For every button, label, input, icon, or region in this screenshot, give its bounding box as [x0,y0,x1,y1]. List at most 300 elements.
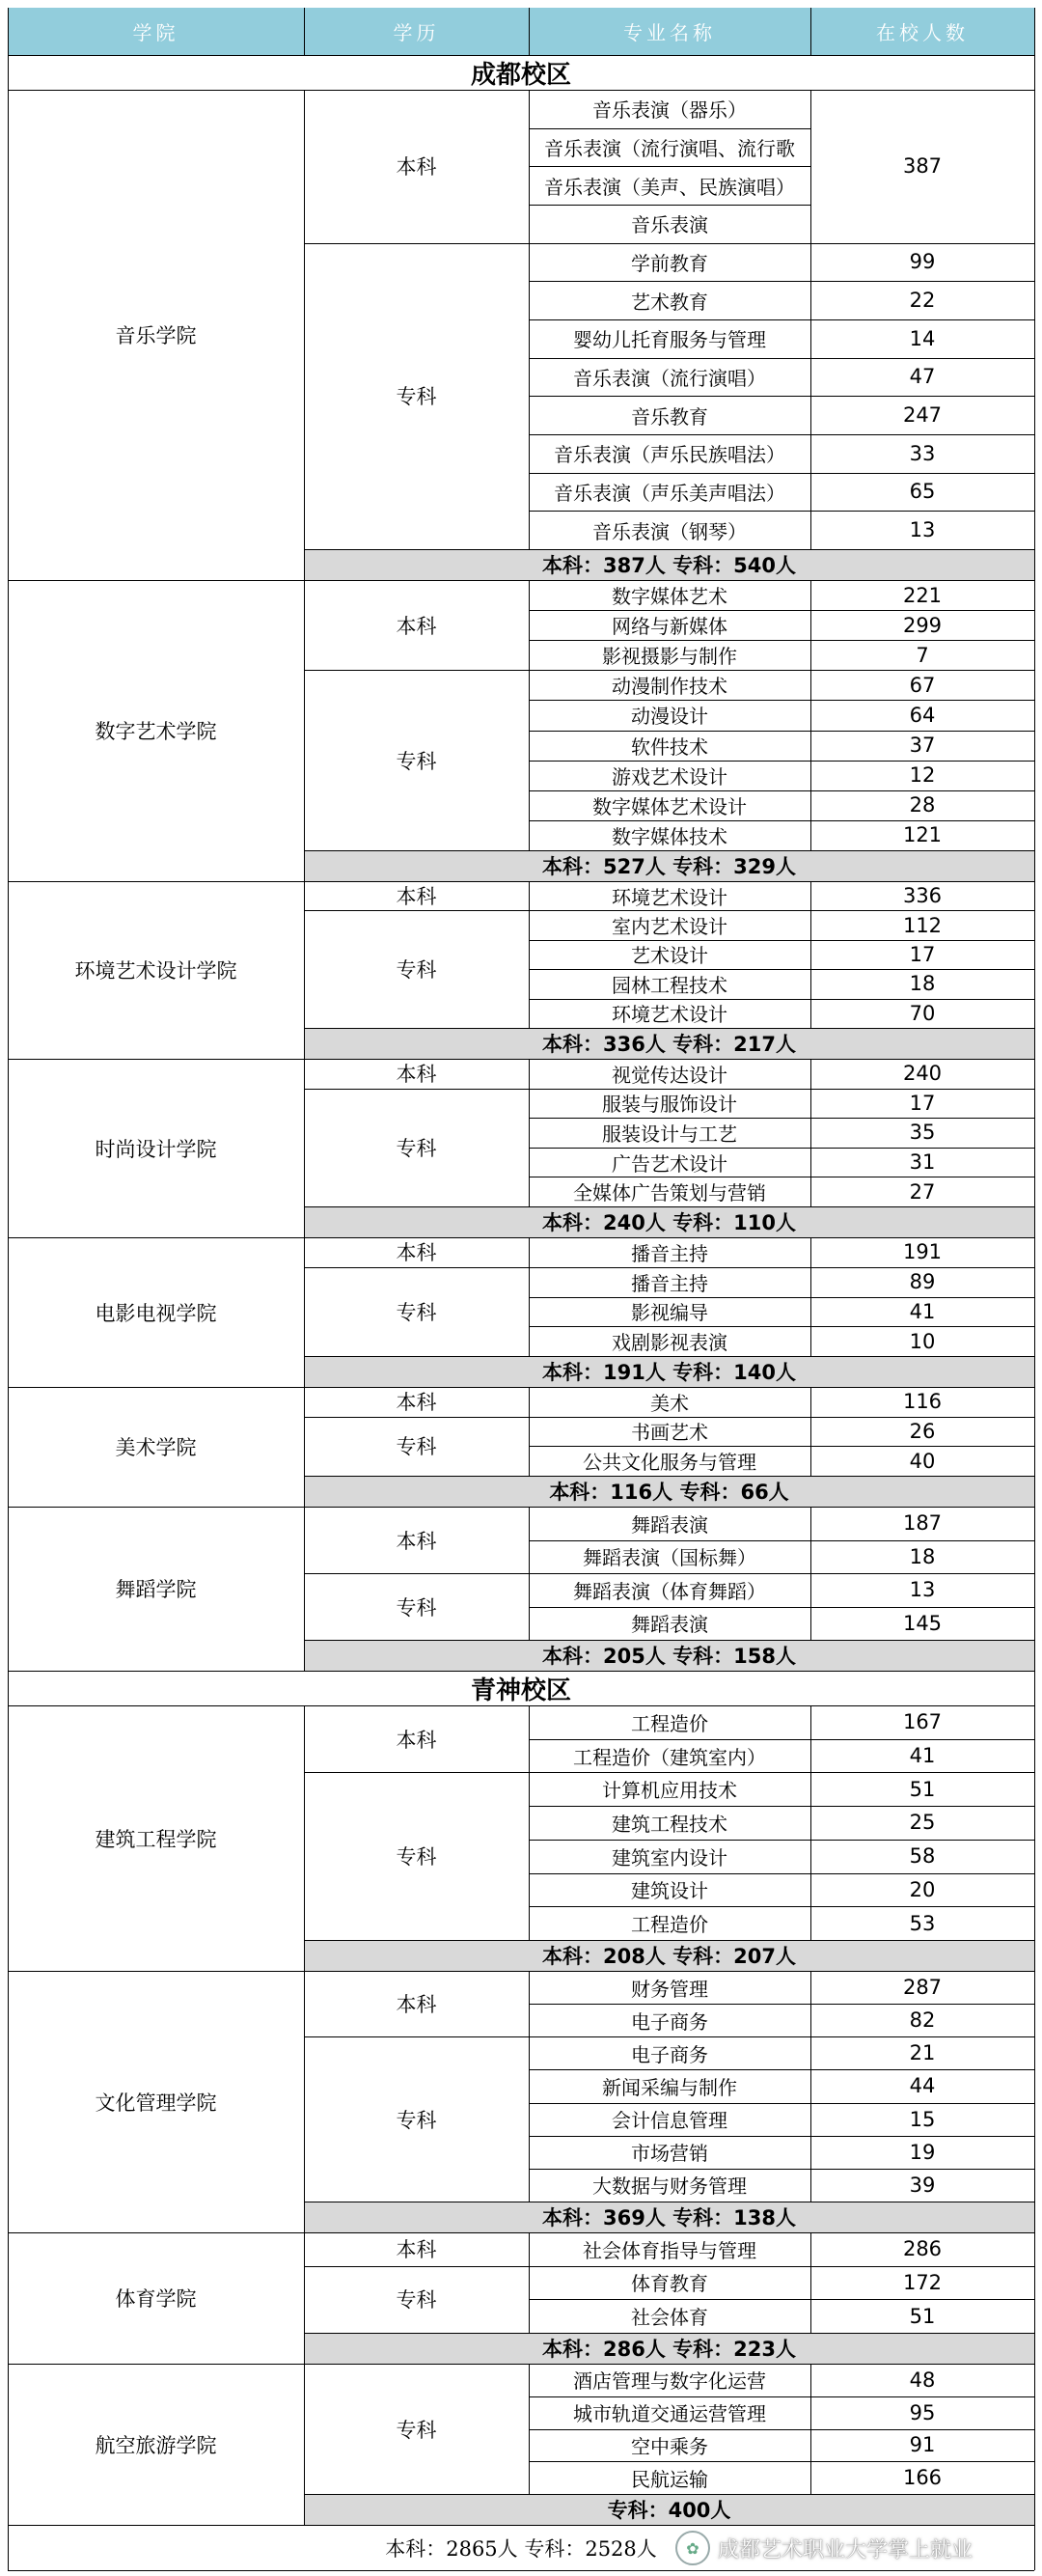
student-count: 41 [909,1299,936,1323]
degree-label: 专科 [396,2288,437,2313]
grid-line [810,434,1034,435]
student-count: 20 [909,1877,936,1901]
major-name: 工程造价（建筑室内） [573,1745,766,1769]
student-count: 39 [909,2173,936,2197]
grid-line [810,8,811,55]
major-name: 建筑设计 [631,1879,708,1903]
student-count: 121 [902,823,943,847]
major-name: 数字媒体技术 [612,824,727,848]
student-count: 387 [902,154,943,179]
grid-line [529,1906,810,1907]
major-name: 书画艺术 [631,1421,708,1445]
student-count: 99 [909,250,936,274]
major-name: 民航运输 [631,2467,708,2491]
degree-label: 本科 [396,1529,437,1553]
grid-line [810,2396,1034,2397]
grid-line [810,1705,811,1940]
student-count: 12 [909,763,936,788]
student-count: 167 [902,1710,943,1734]
grid-line [304,1417,1034,1418]
grid-line [810,1906,1034,1907]
grid-line [304,2036,1034,2037]
grid-line [8,55,9,90]
major-name: 美术 [650,1391,689,1415]
major-name: 大数据与财务管理 [592,2174,747,2199]
student-count: 22 [909,289,936,313]
grid-line [810,881,811,1028]
student-count: 51 [909,1777,936,1801]
grid-line [304,850,1034,851]
grid-line [304,1028,1034,1029]
grid-line [810,2136,1034,2137]
degree-label: 专科 [396,1435,437,1459]
major-name: 音乐表演（流行演唱、流行歌 [544,136,795,160]
grid-line [304,1476,1034,1477]
student-count: 37 [909,734,936,758]
grid-line [1034,1671,1035,1705]
student-count: 27 [909,1179,936,1204]
college-name: 航空旅游学院 [95,2433,217,2457]
grid-line [529,1297,810,1298]
grid-line [304,881,305,1059]
major-name: 空中乘务 [631,2434,708,2458]
grid-line [8,1705,9,1971]
major-name: 音乐表演（美声、民族演唱） [544,175,795,199]
grid-line [529,1607,810,1608]
major-name: 艺术设计 [631,944,708,968]
college-summary: 本科：286人 专科：223人 [304,2333,1034,2364]
student-count: 191 [902,1240,943,1264]
major-name: 电子商务 [631,2009,708,2034]
grid-line [810,1326,1034,1327]
college-summary: 本科：116人 专科：66人 [304,1476,1034,1507]
grid-line [810,1148,1034,1149]
grid-line [304,2494,1034,2495]
grid-line [529,473,810,474]
college-name: 音乐学院 [115,324,197,347]
grid-line [529,1387,530,1476]
student-count: 145 [902,1611,943,1635]
grid-line [810,761,1034,762]
grid-line [1034,2364,1035,2525]
student-count: 41 [909,1744,936,1768]
grid-line [529,1326,810,1327]
grid-line [1034,881,1035,1059]
watermark [675,2529,1042,2567]
grid-line [304,1089,1034,1090]
student-count: 187 [902,1511,943,1536]
student-count: 82 [909,2008,936,2033]
student-count: 19 [909,2140,936,2164]
grid-line [810,1118,1034,1119]
student-count: 35 [909,1121,936,1145]
grid-line [304,1059,305,1237]
grid-line [810,1840,1034,1841]
student-count: 48 [909,2368,936,2392]
student-count: 33 [909,441,936,465]
major-name: 酒店管理与数字化运营 [573,2369,766,2394]
degree-label: 本科 [396,155,437,180]
student-count: 44 [909,2074,936,2098]
grid-line [1034,580,1035,881]
major-name: 舞蹈表演 [631,1613,708,1637]
grid-line [529,1446,810,1447]
grid-line [304,549,1034,550]
student-count: 95 [909,2400,936,2424]
student-count: 89 [909,1270,936,1294]
grid-line [529,1840,810,1841]
grid-line [304,1206,1034,1207]
grid-line [810,700,1034,701]
grid-line [304,2232,305,2364]
degree-label: 本科 [396,614,437,638]
major-name: 社会体育 [631,2306,708,2330]
major-name: 舞蹈表演 [631,1512,708,1537]
major-name: 工程造价 [631,1711,708,1735]
degree-label: 本科 [396,1993,437,2017]
student-count: 18 [909,972,936,996]
grid-line [529,940,810,941]
grid-line [810,2069,1034,2070]
grid-line [529,1148,810,1149]
grid-line [529,1705,530,1940]
grid-line [529,1806,810,1807]
grid-line [8,1237,9,1387]
grid-line [529,610,810,611]
grid-line [304,2364,305,2525]
student-count: 40 [909,1449,936,1473]
degree-label: 专科 [396,749,437,773]
college-name: 建筑工程学院 [95,1827,217,1851]
grid-line [1034,55,1035,90]
major-name: 建筑室内设计 [612,1845,727,1870]
major-name: 财务管理 [631,1977,708,2001]
grid-line [810,1297,1034,1298]
degree-label: 专科 [396,1136,437,1160]
grid-line [529,820,810,821]
student-count: 10 [909,1329,936,1353]
college-summary: 本科：208人 专科：207人 [304,1940,1034,1971]
major-name: 新闻采编与制作 [602,2075,737,2099]
grid-line [304,1356,1034,1357]
student-count: 47 [909,365,936,389]
major-name: 城市轨道交通运营管理 [573,2402,766,2426]
student-count: 7 [916,643,929,667]
major-name: 戏剧影视表演 [612,1331,727,1355]
major-name: 工程造价 [631,1913,708,1937]
grid-line [529,319,810,320]
major-name: 网络与新媒体 [612,615,727,639]
grid-line [810,358,1034,359]
grid-line [810,90,811,549]
grid-line [1034,1507,1035,1671]
grid-line [810,999,1034,1000]
student-count: 51 [909,2304,936,2328]
grid-line [810,640,1034,641]
grid-line [810,1971,811,2202]
student-count: 247 [902,403,943,428]
grid-line [8,1671,9,1705]
major-name: 数字媒体艺术 [612,585,727,609]
college-summary: 本科：240人 专科：110人 [304,1206,1034,1237]
major-name: 全媒体广告策划与营销 [573,1181,766,1205]
header-cell: 学院 [8,8,304,55]
college-summary: 本科：191人 专科：140人 [304,1356,1034,1387]
student-count: 70 [909,1001,936,1025]
major-name: 学前教育 [631,251,708,275]
grid-line [529,1118,810,1119]
student-count: 336 [902,884,943,908]
grid-line [1034,2232,1035,2364]
degree-label: 专科 [396,1300,437,1324]
student-count: 91 [909,2433,936,2457]
college-summary: 本科：369人 专科：138人 [304,2202,1034,2232]
major-name: 音乐表演（器乐） [592,98,747,123]
major-name: 市场营销 [631,2142,708,2166]
grid-line [1034,1237,1035,1387]
college-name: 舞蹈学院 [115,1578,197,1601]
grid-line [8,580,9,881]
grid-line [529,969,810,970]
grid-line [304,1940,1034,1941]
major-name: 公共文化服务与管理 [583,1451,756,1475]
header-cell: 学历 [304,8,529,55]
major-name: 环境艺术设计 [612,885,727,909]
grid-line [810,1446,1034,1447]
grid-line [529,640,810,641]
grid-line [810,1806,1034,1807]
grid-line [304,580,305,881]
major-name: 建筑工程技术 [612,1812,727,1836]
grid-line [810,2461,1034,2462]
grid-line [529,790,810,791]
student-count: 28 [909,793,936,817]
grid-line [529,166,810,167]
degree-label: 专科 [396,2418,437,2442]
grid-line [810,281,1034,282]
grid-line [304,1267,1034,1268]
grid-line [304,1772,1034,1773]
student-count: 17 [909,1091,936,1115]
grid-line [810,1387,811,1476]
campus-title: 青神校区 [470,1676,571,1705]
degree-label: 本科 [396,885,437,909]
grid-line [529,2461,810,2462]
grid-line [8,1971,9,2232]
top-strip [0,0,1042,8]
major-name: 数字媒体艺术设计 [592,794,747,818]
grid-line [304,90,305,580]
student-count: 240 [902,1062,943,1086]
grid-line [304,2333,1034,2334]
grid-line [810,2232,811,2333]
grid-line [529,434,810,435]
grid-line [529,1873,810,1874]
grid-line [810,820,1034,821]
student-count: 67 [909,673,936,697]
major-name: 动漫制作技术 [612,675,727,699]
grid-line [810,2103,1034,2104]
grid-line [810,396,1034,397]
student-count: 116 [902,1390,943,1414]
student-count: 25 [909,1811,936,1835]
major-name: 社会体育指导与管理 [583,2238,756,2262]
major-name: 软件技术 [631,734,708,759]
grid-line [529,731,810,732]
grid-line [304,1237,305,1387]
major-name: 环境艺术设计 [612,1003,727,1027]
major-name: 广告艺术设计 [612,1151,727,1176]
student-count: 17 [909,942,936,966]
grid-line [810,2364,811,2494]
grid-line [529,2299,810,2300]
grid-line [810,1059,811,1206]
college-summary: 本科：387人 专科：540人 [304,549,1034,580]
grid-line [529,580,530,850]
student-count: 299 [902,613,943,637]
grid-line [529,700,810,701]
grid-line [529,1971,530,2202]
grid-line [810,1739,1034,1740]
grid-line [810,1540,1034,1541]
major-name: 动漫设计 [631,705,708,729]
college-name: 数字艺术学院 [95,720,217,743]
student-count: 58 [909,1844,936,1869]
college-name: 电影电视学院 [95,1301,217,1325]
grid-line [529,2364,530,2494]
grid-line [304,243,1034,244]
student-count: 26 [909,1419,936,1443]
grid-line [529,2232,530,2333]
student-count: 21 [909,2041,936,2065]
grid-line [529,205,810,206]
degree-label: 专科 [396,958,437,983]
campus-title: 成都校区 [470,60,571,90]
grid-line [529,2429,810,2430]
major-name: 体育教育 [631,2272,708,2296]
grid-line [810,2004,1034,2005]
student-count: 53 [909,1911,936,1935]
grid-line [529,1237,530,1356]
grid-line [810,580,811,850]
grid-line [304,8,305,55]
grid-line [304,1705,305,1971]
grid-line [810,1507,811,1640]
grid-line [304,670,1034,671]
college-name: 体育学院 [115,2287,197,2311]
student-count: 65 [909,480,936,504]
grid-line [529,1059,530,1206]
major-name: 音乐教育 [631,404,708,429]
grid-line [529,358,810,359]
grid-line [810,2299,1034,2300]
grid-line [810,610,1034,611]
grid-line [1034,1971,1035,2232]
student-count: 13 [909,1578,936,1602]
major-name: 艺术教育 [631,290,708,314]
grid-line [529,2004,810,2005]
major-name: 播音主持 [631,1271,708,1295]
student-count: 18 [909,1544,936,1568]
grid-line [529,2169,810,2170]
degree-label: 本科 [396,2238,437,2262]
major-name: 服装设计与工艺 [602,1122,737,1146]
watermark-text: 成都艺术职业大学掌上就业 [718,2537,973,2562]
major-name: 音乐表演（声乐民族唱法） [554,443,785,467]
major-name: 服装与服饰设计 [602,1093,737,1117]
grid-line [8,2232,9,2364]
grid-line [810,511,1034,512]
major-name: 影视摄影与制作 [602,645,737,669]
major-name: 影视编导 [631,1301,708,1325]
grid-line [529,2136,810,2137]
student-count: 166 [902,2466,943,2490]
grid-line [304,1971,305,2232]
grid-line [529,1540,810,1541]
degree-label: 本科 [396,1728,437,1752]
major-name: 音乐表演（钢琴） [592,519,747,543]
grid-line [529,1739,810,1740]
major-name: 音乐表演（声乐美声唱法） [554,481,785,505]
college-name: 文化管理学院 [95,2091,217,2115]
grid-line [529,90,530,549]
college-summary: 本科：336人 专科：217人 [304,1028,1034,1059]
grid-line [810,1237,811,1356]
student-count: 286 [902,2237,943,2261]
grid-line [1034,8,1035,55]
college-name: 美术学院 [115,1436,197,1459]
grid-line [810,1607,1034,1608]
grid-line [529,128,810,129]
student-count: 64 [909,703,936,727]
student-count: 287 [902,1976,943,2000]
grid-line [8,2525,9,2570]
grid-line [529,881,530,1028]
grid-line [529,8,530,55]
major-name: 音乐表演 [631,213,708,237]
grid-line [304,2266,1034,2267]
college-summary: 本科：205人 专科：158人 [304,1640,1034,1671]
grid-line [304,1573,1034,1574]
grid-line [810,319,1034,320]
major-name: 舞蹈表演（体育舞蹈） [573,1579,766,1603]
student-count: 13 [909,518,936,542]
college-name: 环境艺术设计学院 [74,959,237,983]
degree-label: 专科 [396,2108,437,2132]
grid-line [8,1059,9,1237]
grid-line [8,2570,1034,2571]
major-name: 计算机应用技术 [602,1779,737,1803]
student-count: 14 [909,326,936,350]
student-count: 31 [909,1150,936,1175]
grid-line [529,2069,810,2070]
grid-line [1034,90,1035,580]
grid-line [304,910,1034,911]
grid-line [304,1507,305,1671]
major-name: 会计信息管理 [612,2109,727,2133]
degree-label: 专科 [396,1845,437,1870]
grid-line [529,999,810,1000]
college-summary: 本科：527人 专科：329人 [304,850,1034,881]
grid-line [529,281,810,282]
grid-line [1034,1387,1035,1507]
header-cell: 在校人数 [810,8,1034,55]
student-count: 172 [902,2270,943,2294]
grid-line [8,8,9,55]
grid-line [529,2396,810,2397]
student-count: 221 [902,583,943,607]
major-name: 舞蹈表演（国标舞） [583,1546,756,1570]
